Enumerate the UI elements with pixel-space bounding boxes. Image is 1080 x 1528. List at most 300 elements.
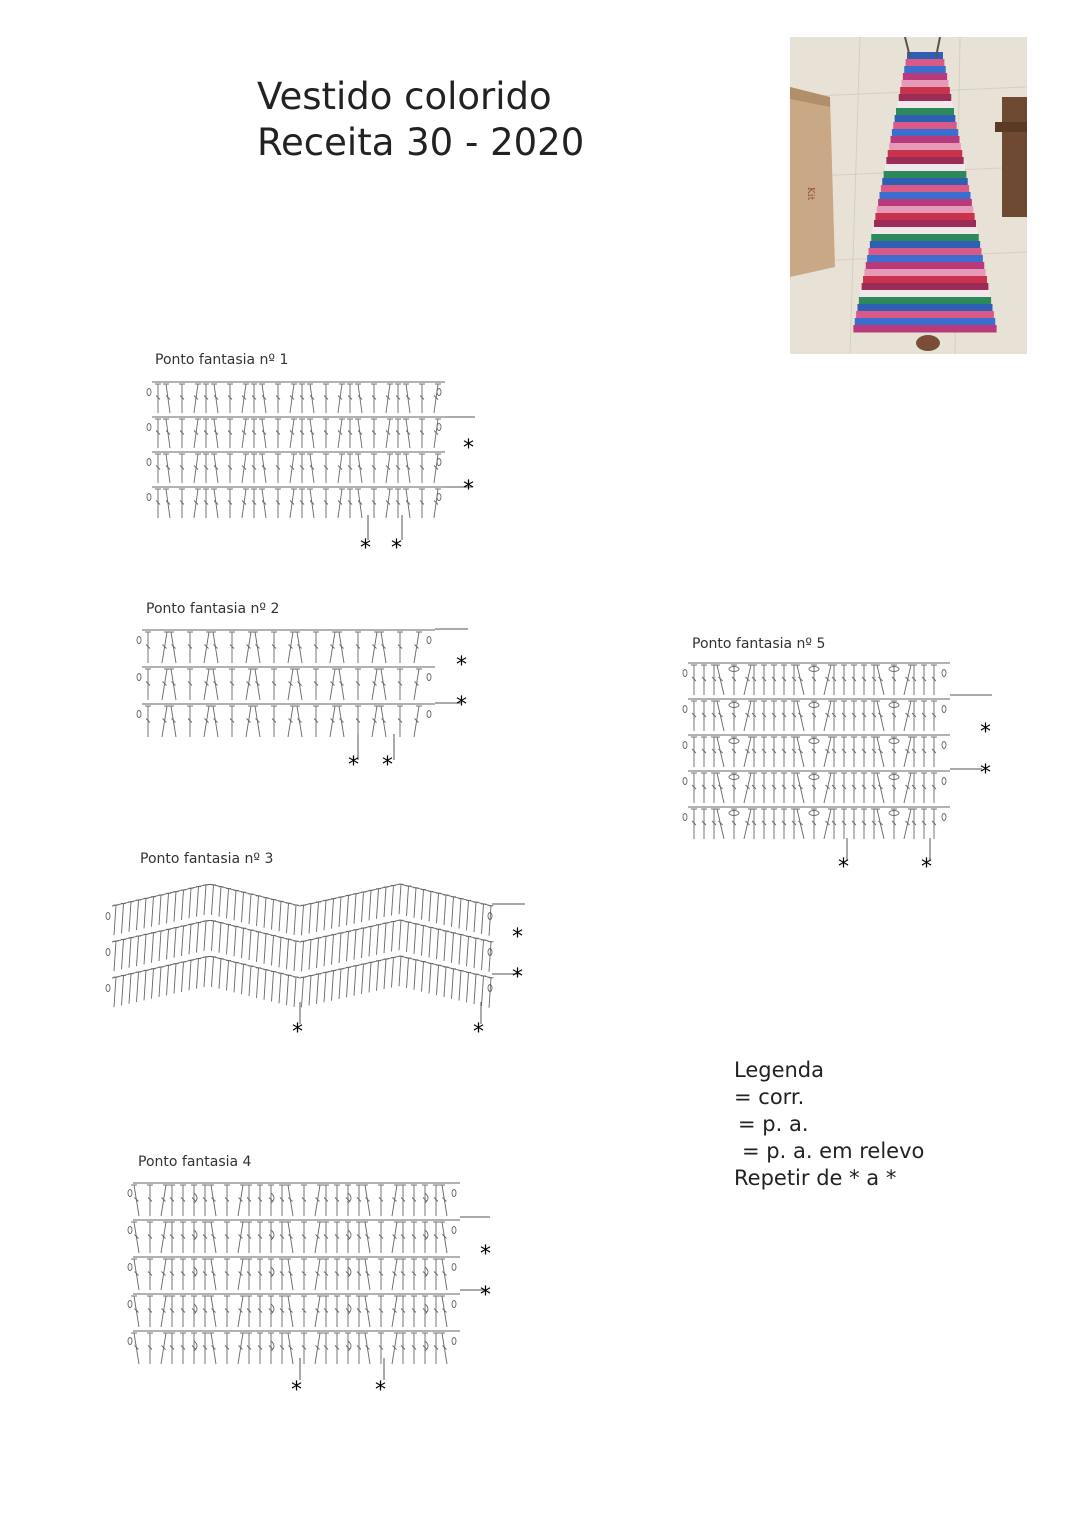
double-crochet-stitch [392,921,394,951]
double-crochet-stitch [212,885,214,915]
double-crochet-stitch [824,665,831,695]
legend-item-relief [734,1138,924,1165]
chain-stitch [128,1301,132,1308]
double-crochet-stitch [442,1222,447,1253]
double-crochet-stitch [377,925,379,955]
repeat-marker: * [480,1242,491,1267]
double-crochet-stitch [234,890,236,920]
double-crochet-stitch [399,956,401,986]
double-crochet-stitch [137,972,139,1002]
double-crochet-stitch [339,706,344,737]
relief-stitch [271,1193,274,1203]
double-crochet-stitch [482,976,484,1006]
double-crochet-stitch [213,632,218,663]
chain-stitch [147,459,151,466]
double-crochet-stitch [317,974,319,1004]
double-crochet-stitch [717,701,724,731]
double-crochet-stitch [377,889,379,919]
legend-item-relief-text: = p. a. em relevo [742,1139,925,1163]
double-crochet-stitch [414,706,419,737]
double-crochet-stitch [272,900,274,930]
double-crochet-stitch [272,972,274,1002]
repeat-marker: * [838,855,849,880]
double-crochet-stitch [288,1333,293,1364]
double-crochet-stitch [407,922,409,952]
double-crochet-stitch [211,1222,216,1253]
double-crochet-stitch [414,888,416,918]
chain-stitch [137,711,141,718]
double-crochet-stitch [315,1296,320,1327]
double-crochet-stitch [365,1185,370,1216]
diagram-5-label: Ponto fantasia nº 5 [692,636,826,652]
chain-stitch [147,424,151,431]
double-crochet-stitch [717,773,724,803]
double-crochet-stitch [189,924,191,954]
legend-item-chain [734,1084,924,1111]
double-crochet-stitch [144,898,146,928]
double-crochet-stitch [904,737,911,767]
double-crochet-stitch [212,957,214,987]
double-crochet-stitch [824,701,831,731]
double-crochet-stitch [204,885,206,915]
double-crochet-stitch [287,903,289,933]
double-crochet-stitch [392,1296,397,1327]
double-crochet-stitch [362,928,364,958]
legend [734,1057,924,1192]
double-crochet-stitch [238,1222,243,1253]
double-crochet-stitch [362,964,364,994]
double-crochet-stitch [414,960,416,990]
double-crochet-stitch [347,967,349,997]
double-crochet-stitch [287,939,289,969]
chain-stitch [942,742,946,749]
double-crochet-stitch [877,701,884,731]
double-crochet-stitch [152,933,154,963]
repeat-marker: * [360,536,371,561]
double-crochet-stitch [381,669,386,700]
double-crochet-stitch [392,1333,397,1364]
chain-stitch [452,1338,456,1345]
double-crochet-stitch [797,809,804,839]
double-crochet-stitch [288,1296,293,1327]
double-crochet-stitch [144,970,146,1000]
chain-stitch [427,711,431,718]
double-crochet-stitch [399,920,401,950]
repeat-marker: * [348,753,359,778]
double-crochet-stitch [407,886,409,916]
double-crochet-stitch [442,1259,447,1290]
diagram-4-label: Ponto fantasia 4 [138,1154,252,1170]
double-crochet-stitch [362,892,364,922]
double-crochet-stitch [211,1185,216,1216]
double-crochet-stitch [392,885,394,915]
double-crochet-stitch [161,1259,166,1290]
double-crochet-stitch [422,890,424,920]
double-crochet-stitch [444,967,446,997]
dress-photo [790,37,1027,354]
double-crochet-stitch [219,959,221,989]
double-crochet-stitch [467,972,469,1002]
chain-stitch [942,778,946,785]
double-crochet-stitch [288,1259,293,1290]
double-crochet-stitch [429,891,431,921]
double-crochet-stitch [877,737,884,767]
double-crochet-stitch [372,706,377,737]
double-crochet-stitch [246,706,251,737]
title-line-2: Receita 30 - 2020 [257,121,585,164]
double-crochet-stitch [339,897,341,927]
double-crochet-stitch [257,968,259,998]
legend-item-chain-text: = corr. [734,1085,805,1109]
double-crochet-stitch [134,1296,139,1327]
double-crochet-stitch [414,632,419,663]
double-crochet-stitch [134,1185,139,1216]
double-crochet-stitch [238,1296,243,1327]
double-crochet-stitch [381,632,386,663]
double-crochet-stitch [204,957,206,987]
double-crochet-stitch [114,905,116,935]
double-crochet-stitch [332,971,334,1001]
double-crochet-stitch [369,962,371,992]
double-crochet-stitch [129,938,131,968]
double-crochet-stitch [324,936,326,966]
double-crochet-stitch [474,974,476,1004]
double-crochet-stitch [182,926,184,956]
double-crochet-stitch [365,1259,370,1290]
double-crochet-stitch [161,1222,166,1253]
repeat-marker: * [512,925,523,950]
double-crochet-stitch [365,1296,370,1327]
double-crochet-stitch [204,632,209,663]
double-crochet-stitch [442,1296,447,1327]
double-crochet-stitch [287,975,289,1005]
double-crochet-stitch [213,669,218,700]
double-crochet-stitch [257,896,259,926]
svg-text:Kit: Kit [805,187,815,201]
double-crochet-stitch [797,665,804,695]
chain-stitch [128,1190,132,1197]
double-crochet-stitch [137,936,139,966]
double-crochet-stitch [315,1222,320,1253]
double-crochet-stitch [365,1222,370,1253]
double-crochet-stitch [459,899,461,929]
double-crochet-stitch [197,923,199,953]
double-crochet-stitch [213,706,218,737]
double-crochet-stitch [422,962,424,992]
double-crochet-stitch [302,941,304,971]
relief-stitch [348,1230,351,1240]
relief-stitch [271,1304,274,1314]
double-crochet-stitch [437,965,439,995]
double-crochet-stitch [234,962,236,992]
double-crochet-stitch [474,902,476,932]
relief-stitch [348,1304,351,1314]
repeat-marker: * [375,1378,386,1403]
double-crochet-stitch [294,941,296,971]
double-crochet-stitch [167,965,169,995]
double-crochet-stitch [429,963,431,993]
double-crochet-stitch [717,737,724,767]
double-crochet-stitch [877,773,884,803]
double-crochet-stitch [134,1222,139,1253]
double-crochet-stitch [161,1185,166,1216]
double-crochet-stitch [211,1259,216,1290]
double-crochet-stitch [134,1333,139,1364]
double-crochet-stitch [904,809,911,839]
repeat-marker: * [456,653,467,678]
repeat-marker: * [456,693,467,718]
double-crochet-stitch [212,921,214,951]
double-crochet-stitch [122,939,124,969]
double-crochet-stitch [339,632,344,663]
double-crochet-stitch [159,895,161,925]
double-crochet-stitch [330,632,335,663]
double-crochet-stitch [324,972,326,1002]
double-crochet-stitch [474,938,476,968]
double-crochet-stitch [744,737,751,767]
double-crochet-stitch [204,669,209,700]
double-crochet-stitch [242,892,244,922]
repeat-marker: * [391,536,402,561]
double-crochet-stitch [422,926,424,956]
diagram-3 [100,872,540,1042]
double-crochet-stitch [824,737,831,767]
double-crochet-stitch [414,924,416,954]
double-crochet-stitch [255,632,260,663]
repeat-marker: * [463,477,474,502]
double-crochet-stitch [162,632,167,663]
legend-item-double-crochet [734,1111,924,1138]
double-crochet-stitch [152,969,154,999]
double-crochet-stitch [161,1333,166,1364]
double-crochet-stitch [246,669,251,700]
double-crochet-stitch [134,1259,139,1290]
double-crochet-stitch [444,895,446,925]
repeat-marker: * [292,1020,303,1042]
double-crochet-stitch [264,970,266,1000]
double-crochet-stitch [114,977,116,1007]
double-crochet-stitch [302,905,304,935]
double-crochet-stitch [302,977,304,1007]
double-crochet-stitch [174,928,176,958]
double-crochet-stitch [288,1185,293,1216]
double-crochet-stitch [297,669,302,700]
double-crochet-stitch [437,893,439,923]
double-crochet-stitch [297,632,302,663]
repeat-marker: * [463,436,474,461]
double-crochet-stitch [407,958,409,988]
double-crochet-stitch [211,1333,216,1364]
chain-stitch [452,1190,456,1197]
double-crochet-stitch [482,904,484,934]
double-crochet-stitch [159,931,161,961]
double-crochet-stitch [227,961,229,991]
chain-stitch [106,913,110,920]
chain-stitch [147,389,151,396]
chain-stitch [683,742,687,749]
double-crochet-stitch [171,706,176,737]
double-crochet-stitch [137,900,139,930]
repeat-marker: * [291,1378,302,1403]
relief-stitch [271,1267,274,1277]
repeat-marker: * [512,965,523,990]
double-crochet-stitch [242,964,244,994]
chain-stitch [942,706,946,713]
double-crochet-stitch [824,773,831,803]
double-crochet-stitch [824,809,831,839]
diagram-4 [125,1175,505,1405]
double-crochet-stitch [264,934,266,964]
chain-stitch [427,674,431,681]
chain-stitch [452,1264,456,1271]
double-crochet-stitch [255,669,260,700]
double-crochet-stitch [288,632,293,663]
double-crochet-stitch [442,1333,447,1364]
chain-stitch [147,494,151,501]
double-crochet-stitch [482,940,484,970]
double-crochet-stitch [227,889,229,919]
chain-stitch [137,674,141,681]
double-crochet-stitch [414,669,419,700]
double-crochet-stitch [317,938,319,968]
double-crochet-stitch [369,890,371,920]
double-crochet-stitch [399,884,401,914]
double-crochet-stitch [162,669,167,700]
chain-stitch [128,1227,132,1234]
double-crochet-stitch [489,906,491,936]
double-crochet-stitch [197,959,199,989]
double-crochet-stitch [257,932,259,962]
double-crochet-stitch [144,934,146,964]
double-crochet-stitch [182,962,184,992]
double-crochet-stitch [330,669,335,700]
double-crochet-stitch [122,903,124,933]
double-crochet-stitch [339,969,341,999]
relief-stitch [425,1341,428,1351]
double-crochet-stitch [797,737,804,767]
double-crochet-stitch [204,706,209,737]
chain-stitch [137,637,141,644]
double-crochet-stitch [452,933,454,963]
double-crochet-stitch [249,894,251,924]
double-crochet-stitch [330,706,335,737]
chain-stitch [452,1301,456,1308]
chain-stitch [427,637,431,644]
double-crochet-stitch [717,809,724,839]
double-crochet-stitch [288,706,293,737]
double-crochet-stitch [246,632,251,663]
relief-stitch [425,1267,428,1277]
relief-stitch [348,1267,351,1277]
double-crochet-stitch [369,926,371,956]
double-crochet-stitch [171,632,176,663]
double-crochet-stitch [354,930,356,960]
double-crochet-stitch [452,897,454,927]
double-crochet-stitch [489,978,491,1008]
double-crochet-stitch [114,941,116,971]
chain-stitch [942,670,946,677]
double-crochet-stitch [171,669,176,700]
double-crochet-stitch [372,632,377,663]
double-crochet-stitch [904,773,911,803]
double-crochet-stitch [249,966,251,996]
chain-stitch [683,778,687,785]
double-crochet-stitch [392,1259,397,1290]
double-crochet-stitch [744,809,751,839]
double-crochet-stitch [392,1222,397,1253]
double-crochet-stitch [317,902,319,932]
chain-stitch [683,706,687,713]
relief-stitch [425,1230,428,1240]
repeat-marker: * [473,1020,484,1042]
document-title [257,74,584,166]
legend-repeat: Repetir de * a * [734,1166,897,1190]
double-crochet-stitch [904,701,911,731]
double-crochet-stitch [315,1259,320,1290]
double-crochet-stitch [211,1296,216,1327]
double-crochet-stitch [797,701,804,731]
double-crochet-stitch [161,1296,166,1327]
double-crochet-stitch [152,897,154,927]
double-crochet-stitch [234,926,236,956]
double-crochet-stitch [372,669,377,700]
double-crochet-stitch [332,899,334,929]
double-crochet-stitch [167,893,169,923]
double-crochet-stitch [315,1333,320,1364]
double-crochet-stitch [219,923,221,953]
double-crochet-stitch [297,706,302,737]
double-crochet-stitch [309,940,311,970]
relief-stitch [425,1193,428,1203]
repeat-marker: * [980,761,991,786]
relief-stitch [425,1304,428,1314]
double-crochet-stitch [309,904,311,934]
double-crochet-stitch [159,967,161,997]
double-crochet-stitch [279,937,281,967]
double-crochet-stitch [279,901,281,931]
double-crochet-stitch [354,894,356,924]
double-crochet-stitch [294,905,296,935]
repeat-marker: * [921,855,932,880]
double-crochet-stitch [288,669,293,700]
double-crochet-stitch [377,961,379,991]
double-crochet-stitch [249,930,251,960]
chain-stitch [106,985,110,992]
repeat-marker: * [480,1283,491,1308]
double-crochet-stitch [288,1222,293,1253]
chain-stitch [683,670,687,677]
chain-stitch [942,814,946,821]
double-crochet-stitch [294,977,296,1007]
double-crochet-stitch [744,773,751,803]
double-crochet-stitch [238,1185,243,1216]
double-crochet-stitch [877,809,884,839]
double-crochet-stitch [279,973,281,1003]
double-crochet-stitch [219,887,221,917]
chain-stitch [452,1227,456,1234]
double-crochet-stitch [242,928,244,958]
double-crochet-stitch [129,974,131,1004]
diagram-3-label: Ponto fantasia nº 3 [140,851,274,867]
double-crochet-stitch [877,665,884,695]
double-crochet-stitch [309,976,311,1006]
double-crochet-stitch [459,935,461,965]
double-crochet-stitch [744,701,751,731]
double-crochet-stitch [227,925,229,955]
double-crochet-stitch [197,887,199,917]
double-crochet-stitch [392,1185,397,1216]
double-crochet-stitch [489,942,491,972]
